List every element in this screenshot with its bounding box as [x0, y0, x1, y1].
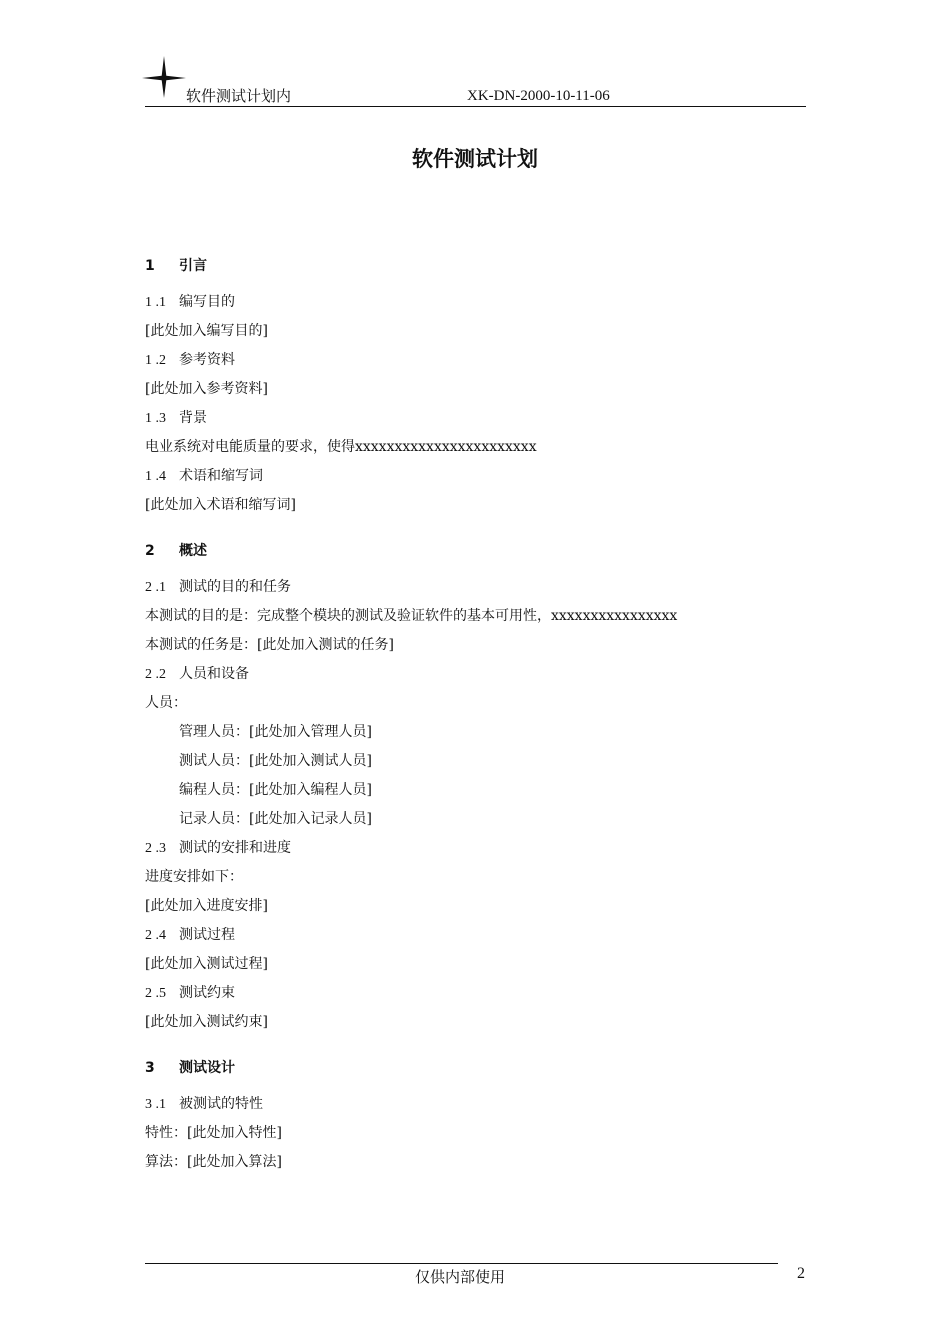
subsection-heading — [145, 979, 805, 1008]
subsection-title: 测试约束 — [179, 985, 235, 1001]
staff-list-item: 测试人员：[此处加入测试人员] — [179, 753, 372, 769]
subsection-title: 编写目的 — [179, 294, 235, 310]
subsection-heading — [145, 462, 805, 491]
body-text: 本测试的目的是：完成整个模块的测试及验证软件的基本可用性，xxxxxxxxxxxxxxxx — [145, 608, 678, 624]
subsection-heading — [145, 288, 805, 317]
body-text: [此处加入测试约束] — [145, 1014, 268, 1030]
body-text: 特性：[此处加入特性] — [145, 1125, 282, 1141]
staff-list-item: 编程人员：[此处加入编程人员] — [179, 782, 372, 798]
staff-list-item: 管理人员：[此处加入管理人员] — [179, 724, 372, 740]
section-number: 3 — [145, 1060, 155, 1076]
subsection-number: 2 .4 — [145, 928, 166, 943]
footer-note: 仅供内部使用 — [414, 1268, 505, 1286]
section-heading-2 — [145, 538, 805, 564]
subsection-number: 2 .2 — [145, 667, 166, 682]
body-text: [此处加入测试过程] — [145, 956, 268, 972]
body-text: [此处加入编写目的] — [145, 323, 268, 339]
subsection-heading — [145, 921, 805, 950]
subsection-title: 人员和设备 — [179, 666, 249, 682]
body-text: 电业系统对电能质量的要求，使得xxxxxxxxxxxxxxxxxxxxxxx — [145, 439, 537, 455]
body-text: 进度安排如下： — [145, 869, 243, 885]
subsection-number: 2 .5 — [145, 986, 166, 1001]
section-heading-3 — [145, 1055, 805, 1081]
section-title: 引言 — [179, 258, 207, 274]
body-text: 人员： — [145, 695, 187, 711]
subsection-title: 术语和缩写词 — [179, 468, 263, 484]
subsection-number: 3 .1 — [145, 1097, 166, 1112]
subsection-number: 1 .3 — [145, 411, 166, 426]
staff-list-item: 记录人员：[此处加入记录人员] — [179, 811, 372, 827]
subsection-heading — [145, 1090, 805, 1119]
section-title: 测试设计 — [179, 1060, 235, 1076]
subsection-title: 背景 — [179, 410, 207, 426]
body-text: [此处加入术语和缩写词] — [145, 497, 296, 513]
document-body — [145, 253, 805, 1177]
subsection-number: 1 .1 — [145, 295, 166, 310]
header-doc-code: XK-DN-2000-10-11-06 — [467, 88, 610, 104]
subsection-heading — [145, 346, 805, 375]
page-number: 2 — [797, 1265, 805, 1282]
body-text: 本测试的任务是：[此处加入测试的任务] — [145, 637, 394, 653]
subsection-heading — [145, 573, 805, 602]
section-number: 2 — [145, 543, 155, 559]
subsection-heading — [145, 404, 805, 433]
subsection-heading — [145, 834, 805, 863]
page-title: 软件测试计划 — [412, 147, 538, 171]
header-divider — [145, 106, 806, 107]
section-number: 1 — [145, 258, 155, 274]
header-doc-name: 软件测试计划内 — [186, 87, 292, 105]
footer-divider — [145, 1263, 778, 1264]
section-heading-1 — [145, 253, 805, 279]
subsection-number: 2 .1 — [145, 580, 166, 595]
subsection-heading — [145, 660, 805, 689]
star-logo-icon — [140, 54, 188, 102]
subsection-number: 1 .2 — [145, 353, 166, 368]
subsection-number: 2 .3 — [145, 841, 166, 856]
body-text: 算法：[此处加入算法] — [145, 1154, 282, 1170]
subsection-title: 测试的安排和进度 — [179, 840, 291, 856]
subsection-title: 参考资料 — [179, 352, 235, 368]
subsection-title: 被测试的特性 — [179, 1096, 263, 1112]
body-text: [此处加入参考资料] — [145, 381, 268, 397]
subsection-title: 测试的目的和任务 — [179, 579, 291, 595]
section-title: 概述 — [179, 543, 207, 559]
body-text: [此处加入进度安排] — [145, 898, 268, 914]
subsection-number: 1 .4 — [145, 469, 166, 484]
subsection-title: 测试过程 — [179, 927, 235, 943]
